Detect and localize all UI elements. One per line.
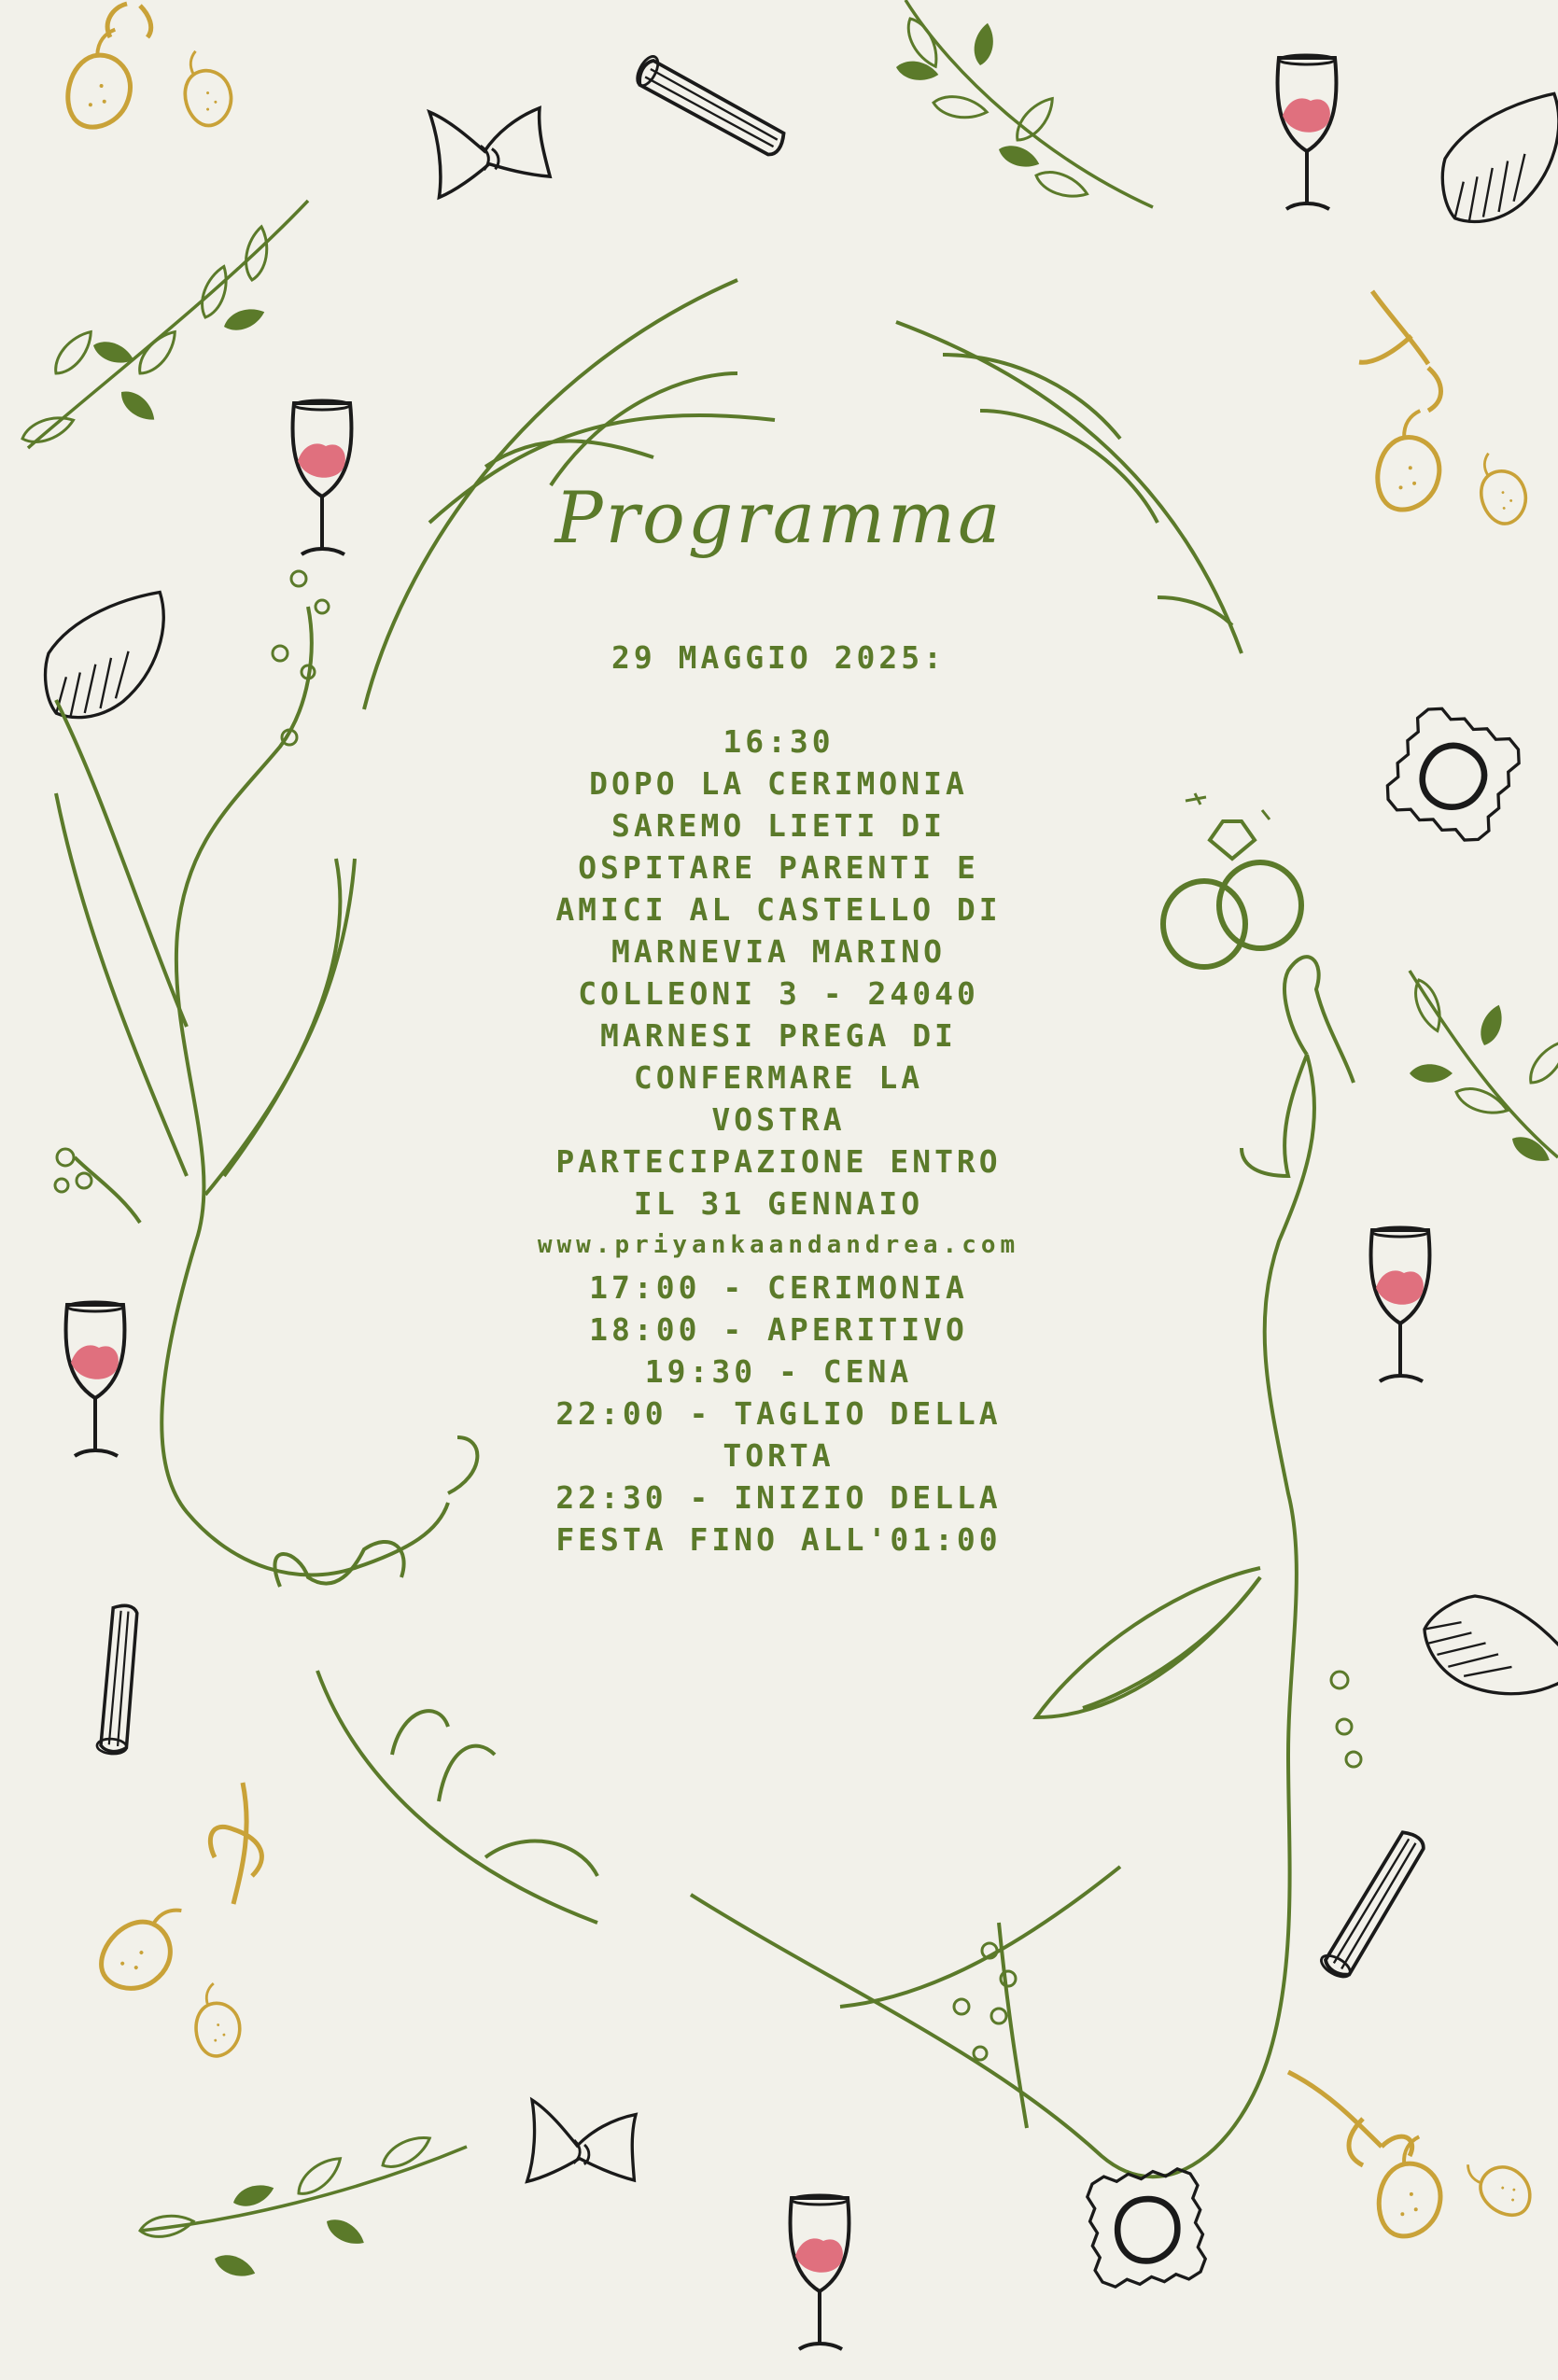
- penne-pasta-icon: [625, 15, 790, 196]
- wine-glass-icon: [65, 1302, 124, 1456]
- program-line: AMICI AL CASTELLO DI: [555, 891, 1002, 928]
- conchiglie-pasta-icon: [1415, 1565, 1558, 1731]
- program-line: SAREMO LIETI DI: [611, 807, 946, 844]
- olive-branch-icon: [138, 2130, 467, 2282]
- olive-branch-icon: [1410, 971, 1558, 1168]
- program-line: IL 31 GENNAIO: [633, 1185, 924, 1222]
- penne-pasta-icon: [1282, 1827, 1463, 1989]
- schedule-item: 19:30 - CENA: [644, 1353, 913, 1390]
- program-line: PARTECIPAZIONE ENTRO: [555, 1143, 1002, 1180]
- schedule-item: 22:30 - INIZIO DELLA: [555, 1479, 1002, 1516]
- program-line: MARNEVIA MARINO: [611, 933, 946, 970]
- program-line: VOSTRA: [711, 1101, 846, 1138]
- program-line: DOPO LA CERIMONIA: [589, 765, 968, 802]
- ravioli-icon: [1380, 701, 1526, 847]
- event-date: 29 MAGGIO 2025:: [611, 639, 946, 676]
- program-line: CONFERMARE LA: [633, 1059, 924, 1096]
- schedule-item: 17:00 - CERIMONIA: [589, 1269, 968, 1306]
- schedule-item: TORTA: [723, 1437, 835, 1474]
- olive-branch-icon: [19, 201, 308, 448]
- program-line: OSPITARE PARENTI E: [578, 849, 979, 886]
- website-link[interactable]: www.priyankaandandrea.com: [537, 1231, 1020, 1259]
- schedule-item: FESTA FINO ALL'01:00: [555, 1521, 1002, 1558]
- conchiglie-pasta-icon: [40, 592, 171, 720]
- wedding-rings-icon: [1163, 793, 1301, 967]
- schedule-item: 22:00 - TAGLIO DELLA: [555, 1395, 1002, 1432]
- wine-glass-icon: [790, 2195, 849, 2349]
- program-line: MARNESI PREGA DI: [600, 1017, 957, 1054]
- wine-glass-icon: [1277, 55, 1336, 209]
- ravioli-icon: [1086, 2167, 1208, 2289]
- lemon-icon: [171, 45, 240, 132]
- page-title: Programma: [554, 476, 1004, 559]
- conchiglie-pasta-icon: [1435, 93, 1558, 225]
- program-line: COLLEONI 3 - 24040: [578, 975, 979, 1012]
- penne-pasta-icon: [43, 1599, 193, 1767]
- lemon-icon: [1455, 2149, 1540, 2222]
- program-line: 16:30: [723, 723, 835, 760]
- farfalle-pasta-icon: [429, 104, 551, 197]
- lemon-icon: [90, 1888, 201, 2004]
- wine-glass-icon: [1370, 1227, 1429, 1381]
- lemon-icon: [63, 23, 140, 133]
- schedule-item: 18:00 - APERITIVO: [589, 1311, 968, 1348]
- lemon-icon: [189, 1981, 245, 2059]
- farfalle-pasta-icon: [524, 2100, 641, 2192]
- program-text: [405, 637, 1152, 1561]
- olive-branch-icon: [894, 0, 1153, 207]
